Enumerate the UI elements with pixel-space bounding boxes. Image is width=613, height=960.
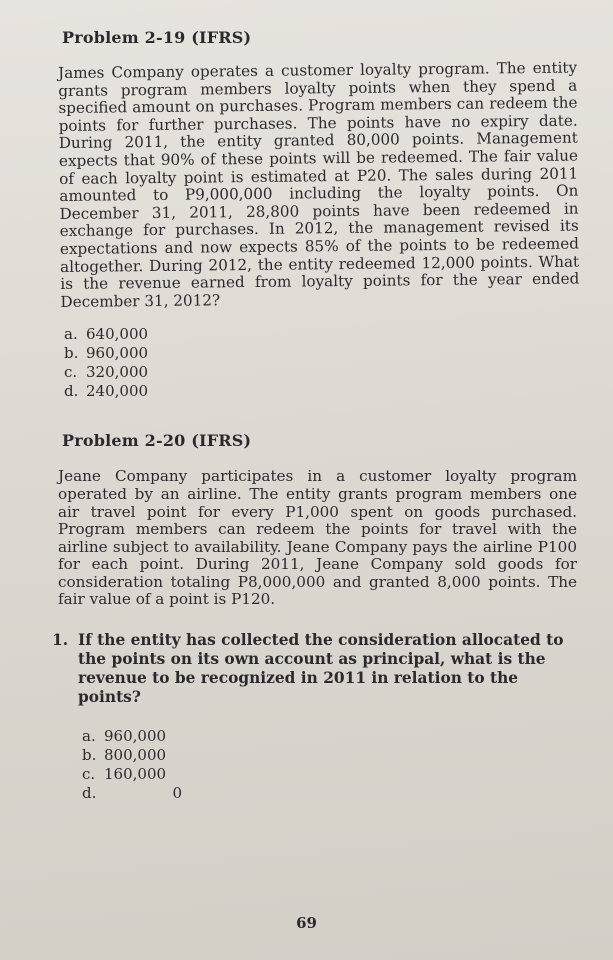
option-label: c. (82, 765, 96, 784)
option-value: 160,000 (104, 765, 167, 784)
question-1 (52, 631, 577, 707)
option-label: b. (82, 746, 97, 765)
option-label: c. (64, 363, 78, 382)
option-value: 800,000 (104, 746, 167, 765)
option-d (64, 382, 577, 401)
option-value: 240,000 (86, 382, 149, 401)
question-text: If the entity has collected the consideration allocated to the points on its own account as principal, what is the revenue to be recognized in 2011 in relation to the points? (78, 631, 564, 707)
problem-2-19-title: Problem 2-19 (IFRS) (62, 28, 252, 47)
option-value: 640,000 (86, 325, 149, 344)
option-c (82, 765, 577, 784)
option-label: a. (64, 325, 78, 344)
problem-2-19-text: James Company operates a customer loyalty program. The entity grants program members loyalty points when they spend a specified amount on purchases. Program members can redeem the points for further purchases. The points have no expiry date. During 2011, the entity granted 80,000 points. Management expects that 90% of these points will be redeemed. The fair value of each loyalty point is estimated at P20. The sales during 2011 amounted to P9,000,000 including the loyalty points. On December 31, 2011, 28,800 points have been redeemed in exchange for purchases. In 2012, the management revised its expectations and now expects 85% of the points to be redeemed altogether. During 2012, the entity redeemed 12,000 points. What is the revenue earned from loyalty points for the year ended December 31, 2012? (57, 58, 580, 311)
option-a (82, 727, 577, 746)
option-value: 0 (172, 784, 182, 803)
problem-2-20-options (82, 727, 577, 803)
option-label: b. (64, 344, 79, 363)
problem-2-19-options (64, 325, 577, 401)
option-label: a. (82, 727, 96, 746)
option-value: 960,000 (86, 344, 149, 363)
page-number: 69 (296, 914, 317, 932)
option-label: d. (82, 784, 97, 803)
option-b (82, 746, 577, 765)
question-number: 1. (52, 631, 69, 650)
option-label: d. (64, 382, 79, 401)
problem-2-20-title: Problem 2-20 (IFRS) (62, 431, 252, 451)
option-a (64, 325, 577, 344)
problem-2-20-text: Jeane Company participates in a customer loyalty program operated by an airline. The entity grants program members one air travel point for every P1,000 spent on goods purchased. Program members can redeem the points for travel with the airline subject to availability. Jeane Company pays the airline P100 for each point. During 2011, Jeane Company sold goods for consideration totaling P8,000,000 and granted 8,000 points. The fair value of a point is P120. (58, 467, 577, 609)
option-value: 960,000 (104, 727, 167, 746)
option-b (64, 344, 577, 363)
option-value: 320,000 (86, 363, 149, 382)
option-d (82, 784, 577, 803)
option-c (64, 363, 577, 382)
